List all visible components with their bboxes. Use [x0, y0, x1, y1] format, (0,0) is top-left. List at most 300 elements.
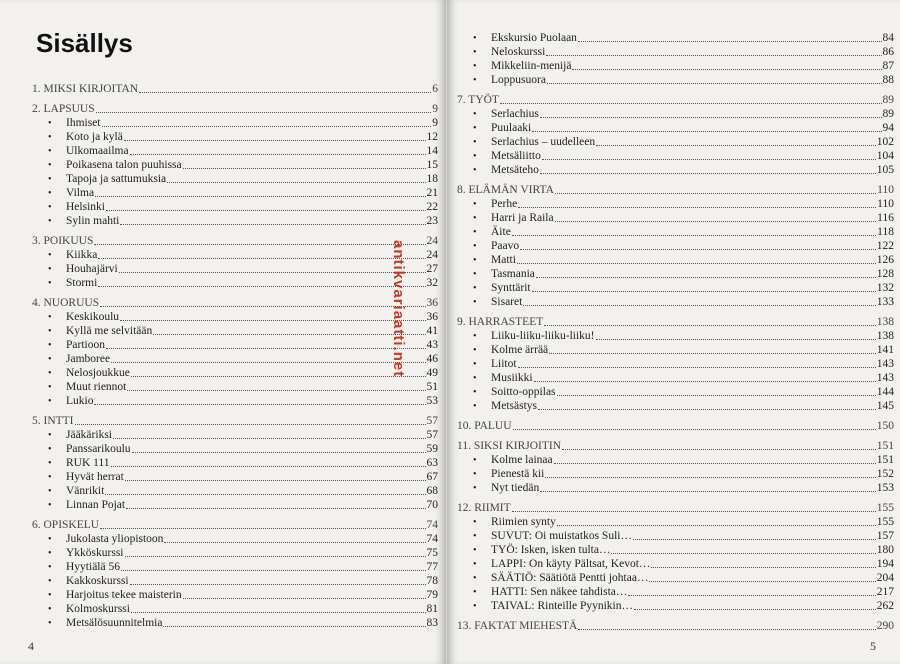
toc-item	[457, 225, 894, 239]
toc-item	[457, 453, 894, 467]
toc-label: Vänrikit	[66, 485, 105, 497]
toc-label: Riimien synty	[491, 516, 556, 528]
toc-page-number: 150	[876, 420, 894, 432]
dot-leader	[549, 352, 876, 354]
bullet-icon: •	[473, 75, 477, 86]
toc-page-number: 77	[426, 561, 438, 573]
toc-page-number: 9	[432, 103, 438, 115]
toc-label: Matti	[491, 254, 516, 266]
toc-item	[457, 197, 894, 211]
dot-leader	[517, 262, 876, 264]
toc-item	[32, 616, 438, 630]
bullet-icon: •	[48, 562, 52, 573]
bullet-icon: •	[473, 455, 477, 466]
toc-item	[457, 467, 894, 481]
toc-label: 9. HARRASTEET	[457, 316, 544, 328]
toc-page-number: 180	[876, 544, 894, 556]
toc-item	[32, 310, 438, 324]
toc-chapter	[32, 518, 438, 532]
toc-item	[457, 557, 894, 571]
toc-item	[457, 281, 894, 295]
bullet-icon: •	[473, 573, 477, 584]
toc-page-number: 53	[426, 395, 438, 407]
toc-label: Perhe	[491, 198, 518, 210]
bullet-icon: •	[48, 458, 52, 469]
toc-item	[457, 59, 894, 73]
toc-item	[457, 481, 894, 495]
toc-page-number: 290	[876, 620, 894, 632]
toc-label: Lukio	[66, 395, 94, 407]
dot-leader	[119, 271, 426, 273]
toc-label: Jukolasta yliopistoon	[66, 533, 164, 545]
bullet-icon: •	[473, 545, 477, 556]
toc-item	[457, 371, 894, 385]
toc-chapter	[32, 296, 438, 310]
toc-item	[32, 276, 438, 290]
dot-leader	[651, 566, 875, 568]
toc-label: Tapoja ja sattumuksia	[66, 173, 167, 185]
toc-page-number: 88	[882, 74, 894, 86]
dot-leader	[125, 555, 426, 557]
bullet-icon: •	[473, 165, 477, 176]
toc-page-number: 116	[877, 212, 894, 224]
toc-label: Helsinki	[66, 201, 105, 213]
bullet-icon: •	[473, 47, 477, 58]
bullet-icon: •	[48, 340, 52, 351]
toc-page-number: 143	[876, 372, 894, 384]
toc-label: Pienestä kii	[491, 468, 545, 480]
toc-item	[32, 574, 438, 588]
dot-leader	[98, 257, 425, 259]
bullet-icon: •	[473, 373, 477, 384]
toc-item	[32, 546, 438, 560]
bullet-icon: •	[473, 109, 477, 120]
toc-label: Keskikoulu	[66, 311, 120, 323]
toc-label: Kolme lainaa	[491, 454, 553, 466]
toc-item	[32, 498, 438, 512]
toc-label: Linnan Pojat	[66, 499, 126, 511]
toc-item	[457, 135, 894, 149]
toc-label: Nyt tiedän	[491, 482, 540, 494]
toc-page-number: 104	[876, 150, 894, 162]
bullet-icon: •	[473, 297, 477, 308]
dot-leader	[542, 158, 876, 160]
toc-page-number: 89	[882, 94, 894, 106]
toc-page-number: 143	[876, 358, 894, 370]
bullet-icon: •	[473, 517, 477, 528]
bullet-icon: •	[473, 269, 477, 280]
bullet-icon: •	[48, 396, 52, 407]
toc-page-number: 81	[426, 603, 438, 615]
toc-label: Nelosjoukkue	[66, 367, 130, 379]
toc-label: Kiikka	[66, 249, 98, 261]
toc-item	[32, 248, 438, 262]
bullet-icon: •	[48, 216, 52, 227]
toc-page-number: 21	[426, 187, 438, 199]
toc-label: HATTI: Sen näkee tahdista…	[491, 586, 628, 598]
bullet-icon: •	[473, 483, 477, 494]
dot-leader	[557, 394, 876, 396]
dot-leader	[100, 305, 425, 307]
toc-chapter	[457, 501, 894, 515]
toc-label: Harri ja Raila	[491, 212, 554, 224]
dot-leader	[534, 380, 876, 382]
bullet-icon: •	[473, 601, 477, 612]
toc-page-number: 14	[426, 145, 438, 157]
toc-item	[457, 73, 894, 87]
toc-label: 5. INTTI	[32, 415, 74, 427]
bullet-icon: •	[48, 368, 52, 379]
dot-leader	[100, 527, 425, 529]
dot-leader	[105, 493, 425, 495]
toc-item	[457, 121, 894, 135]
bullet-icon: •	[48, 174, 52, 185]
toc-page-number: 46	[426, 353, 438, 365]
toc-label: Vilma	[66, 187, 95, 199]
toc-label: TAIVAL: Rinteille Pyynikin…	[491, 600, 633, 612]
toc-page-number: 36	[426, 311, 438, 323]
bullet-icon: •	[473, 331, 477, 342]
toc-label: 7. TYÖT	[457, 94, 499, 106]
dot-leader	[523, 304, 875, 306]
toc-label: 13. FAKTAT MIEHESTÄ	[457, 620, 578, 632]
dot-leader	[513, 428, 876, 430]
toc-label: Musiikki	[491, 372, 533, 384]
bullet-icon: •	[48, 548, 52, 559]
bullet-icon: •	[48, 486, 52, 497]
dot-leader	[512, 510, 876, 512]
bullet-icon: •	[473, 61, 477, 72]
dot-leader	[596, 338, 876, 340]
toc-label: Hyytiälä 56	[66, 561, 120, 573]
dot-leader	[554, 462, 876, 464]
toc-page-number: 78	[426, 575, 438, 587]
toc-page-number: 70	[426, 499, 438, 511]
toc-page-number: 24	[426, 249, 438, 261]
bullet-icon: •	[473, 587, 477, 598]
toc-page-number: 145	[876, 400, 894, 412]
toc-label: LAPPI: On käyty Pältsat, Kevot…	[491, 558, 651, 570]
toc-label: 12. RIIMIT	[457, 502, 511, 514]
toc-item	[32, 484, 438, 498]
dot-leader	[96, 111, 432, 113]
toc-item	[32, 338, 438, 352]
toc-label: Jääkäriksi	[66, 429, 112, 441]
toc-item	[457, 253, 894, 267]
toc-page-number: 51	[426, 381, 438, 393]
toc-page-number: 110	[877, 184, 894, 196]
toc-label: Neloskurssi	[491, 46, 546, 58]
dot-leader	[611, 552, 875, 554]
dot-leader	[127, 389, 425, 391]
dot-leader	[536, 276, 876, 278]
bullet-icon: •	[473, 33, 477, 44]
toc-item	[32, 394, 438, 408]
dot-leader	[544, 324, 876, 326]
bullet-icon: •	[48, 312, 52, 323]
toc-label: Soitto-oppilas	[491, 386, 556, 398]
toc-chapter	[457, 419, 894, 433]
toc-label: Metsäliitto	[491, 150, 541, 162]
bullet-icon: •	[48, 278, 52, 289]
toc-label: Mikkeliin-menijä	[491, 60, 572, 72]
toc-label: Synttärit	[491, 282, 531, 294]
bullet-icon: •	[473, 359, 477, 370]
toc-page-number: 74	[426, 519, 438, 531]
toc-page-number: 89	[882, 108, 894, 120]
toc-page-number: 41	[426, 325, 438, 337]
toc-label: Serlachius	[491, 108, 539, 120]
toc-page-number: 84	[882, 32, 894, 44]
toc-item	[457, 515, 894, 529]
toc-item	[457, 343, 894, 357]
toc-item	[32, 588, 438, 602]
toc-page-number: 43	[426, 339, 438, 351]
bullet-icon: •	[48, 576, 52, 587]
toc-item	[32, 456, 438, 470]
toc-item	[32, 352, 438, 366]
toc-page-number: 49	[426, 367, 438, 379]
dot-leader	[557, 524, 876, 526]
toc-page-number: 57	[426, 429, 438, 441]
dot-leader	[153, 333, 425, 335]
dot-leader	[163, 625, 425, 627]
dot-leader	[111, 465, 426, 467]
toc-label: Paavo	[491, 240, 520, 252]
bullet-icon: •	[48, 430, 52, 441]
toc-page-number: 59	[426, 443, 438, 455]
dot-leader	[547, 82, 882, 84]
dot-leader	[130, 153, 426, 155]
toc-page-number: 155	[876, 502, 894, 514]
watermark-stamp: antikvariaatti.net	[390, 240, 407, 378]
toc-page-number: 75	[426, 547, 438, 559]
toc-item	[457, 267, 894, 281]
toc-item	[32, 262, 438, 276]
bullet-icon: •	[48, 118, 52, 129]
dot-leader	[121, 569, 426, 571]
toc-label: Kakkoskurssi	[66, 575, 129, 587]
toc-label: 1. MIKSI KIRJOITAN	[32, 83, 139, 95]
toc-left	[32, 82, 438, 630]
dot-leader	[532, 290, 876, 292]
toc-label: Poikasena talon puuhissa	[66, 159, 182, 171]
left-page	[0, 0, 446, 664]
toc-item	[457, 357, 894, 371]
toc-page-number: 138	[876, 316, 894, 328]
dot-leader	[120, 223, 425, 225]
toc-page-number: 155	[876, 516, 894, 528]
bullet-icon: •	[473, 213, 477, 224]
toc-page-number: 24	[426, 235, 438, 247]
toc-label: Metsälösuunnitelmia	[66, 617, 163, 629]
bullet-icon: •	[473, 199, 477, 210]
toc-item	[32, 172, 438, 186]
dot-leader	[649, 580, 875, 582]
toc-label: Ihmiset	[66, 117, 101, 129]
toc-chapter	[457, 183, 894, 197]
page-title: Sisällys	[36, 28, 133, 58]
toc-page-number: 126	[876, 254, 894, 266]
bullet-icon: •	[48, 250, 52, 261]
toc-page-number: 27	[426, 263, 438, 275]
toc-page-number: 194	[876, 558, 894, 570]
toc-page-number: 86	[882, 46, 894, 58]
toc-label: Sylin mahti	[66, 215, 120, 227]
dot-leader	[628, 594, 875, 596]
dot-leader	[633, 538, 876, 540]
toc-page-number: 57	[426, 415, 438, 427]
dot-leader	[126, 507, 425, 509]
dot-leader	[124, 139, 426, 141]
toc-label: Stormi	[66, 277, 98, 289]
bullet-icon: •	[473, 151, 477, 162]
toc-label: Sisaret	[491, 296, 523, 308]
bullet-icon: •	[48, 354, 52, 365]
bullet-icon: •	[473, 345, 477, 356]
bullet-icon: •	[48, 590, 52, 601]
toc-chapter	[457, 439, 894, 453]
toc-page-number: 79	[426, 589, 438, 601]
dot-leader	[95, 195, 425, 197]
dot-leader	[540, 172, 876, 174]
dot-leader	[578, 628, 875, 630]
toc-item	[457, 107, 894, 121]
toc-page-number: 262	[876, 600, 894, 612]
bullet-icon: •	[473, 283, 477, 294]
dot-leader	[125, 479, 426, 481]
toc-chapter	[457, 619, 894, 633]
dot-leader	[578, 40, 882, 42]
bullet-icon: •	[48, 188, 52, 199]
dot-leader	[512, 234, 876, 236]
toc-page-number: 83	[426, 617, 438, 629]
toc-page-number: 133	[876, 296, 894, 308]
toc-page-number: 204	[876, 572, 894, 584]
toc-item	[32, 602, 438, 616]
bullet-icon: •	[48, 534, 52, 545]
dot-leader	[106, 347, 426, 349]
dot-leader	[183, 597, 426, 599]
toc-page-number: 12	[426, 131, 438, 143]
toc-page-number: 132	[876, 282, 894, 294]
dot-leader	[131, 611, 426, 613]
toc-page-number: 110	[877, 198, 894, 210]
dot-leader	[102, 125, 432, 127]
dot-leader	[634, 608, 876, 610]
toc-item	[457, 31, 894, 45]
toc-item	[457, 529, 894, 543]
toc-page-number: 74	[426, 533, 438, 545]
toc-chapter	[457, 315, 894, 329]
toc-label: Kolmoskurssi	[66, 603, 130, 615]
toc-label: Puulaaki	[491, 122, 532, 134]
bullet-icon: •	[473, 559, 477, 570]
dot-leader	[546, 54, 881, 56]
toc-page-number: 6	[432, 83, 438, 95]
bullet-icon: •	[48, 264, 52, 275]
dot-leader	[500, 102, 882, 104]
dot-leader	[98, 285, 425, 287]
toc-label: Liitot	[491, 358, 517, 370]
toc-item	[457, 211, 894, 225]
toc-label: 10. PALUU	[457, 420, 512, 432]
toc-label: 2. LAPSUUS	[32, 103, 95, 115]
page-number-right: 5	[870, 639, 876, 653]
bullet-icon: •	[48, 146, 52, 157]
dot-leader	[111, 361, 425, 363]
toc-item	[457, 571, 894, 585]
toc-label: Kyllä me selvitään	[66, 325, 153, 337]
toc-item	[457, 543, 894, 557]
toc-right	[457, 31, 894, 633]
toc-item	[32, 560, 438, 574]
dot-leader	[130, 583, 426, 585]
bullet-icon: •	[48, 500, 52, 511]
toc-page-number: 63	[426, 457, 438, 469]
bullet-icon: •	[473, 469, 477, 480]
toc-label: 8. ELÄMÄN VIRTA	[457, 184, 554, 196]
toc-label: Muut riennot	[66, 381, 127, 393]
bullet-icon: •	[473, 227, 477, 238]
toc-item	[457, 149, 894, 163]
toc-item	[457, 45, 894, 59]
dot-leader	[540, 490, 876, 492]
toc-page-number: 141	[876, 344, 894, 356]
toc-chapter	[32, 234, 438, 248]
toc-label: Ulkomaailma	[66, 145, 129, 157]
toc-label: Serlachius – uudelleen	[491, 136, 596, 148]
toc-label: Panssarikoulu	[66, 443, 131, 455]
toc-page-number: 22	[426, 201, 438, 213]
toc-page-number: 68	[426, 485, 438, 497]
bullet-icon: •	[473, 531, 477, 542]
toc-page-number: 153	[876, 482, 894, 494]
toc-item	[32, 186, 438, 200]
toc-label: 4. NUORUUS	[32, 297, 100, 309]
toc-item	[32, 380, 438, 394]
toc-item	[32, 428, 438, 442]
toc-label: Koto ja kylä	[66, 131, 123, 143]
bullet-icon: •	[48, 202, 52, 213]
toc-label: 6. OPISKELU	[32, 519, 100, 531]
toc-page-number: 152	[876, 468, 894, 480]
toc-page-number: 87	[882, 60, 894, 72]
dot-leader	[132, 451, 426, 453]
dot-leader	[596, 144, 876, 146]
toc-page-number: 23	[426, 215, 438, 227]
dot-leader	[106, 209, 426, 211]
bullet-icon: •	[473, 387, 477, 398]
bullet-icon: •	[48, 160, 52, 171]
toc-page-number: 151	[876, 454, 894, 466]
toc-item	[457, 385, 894, 399]
dot-leader	[75, 423, 426, 425]
toc-label: Ekskursio Puolaan	[491, 32, 577, 44]
toc-item	[32, 214, 438, 228]
toc-page-number: 32	[426, 277, 438, 289]
bullet-icon: •	[48, 444, 52, 455]
toc-label: Ykköskurssi	[66, 547, 124, 559]
toc-page-number: 102	[876, 136, 894, 148]
toc-chapter	[32, 102, 438, 116]
toc-chapter	[457, 93, 894, 107]
toc-page-number: 15	[426, 159, 438, 171]
toc-item	[32, 144, 438, 158]
toc-page-number: 9	[432, 117, 438, 129]
dot-leader	[94, 403, 425, 405]
toc-label: Kolme ärrää	[491, 344, 549, 356]
